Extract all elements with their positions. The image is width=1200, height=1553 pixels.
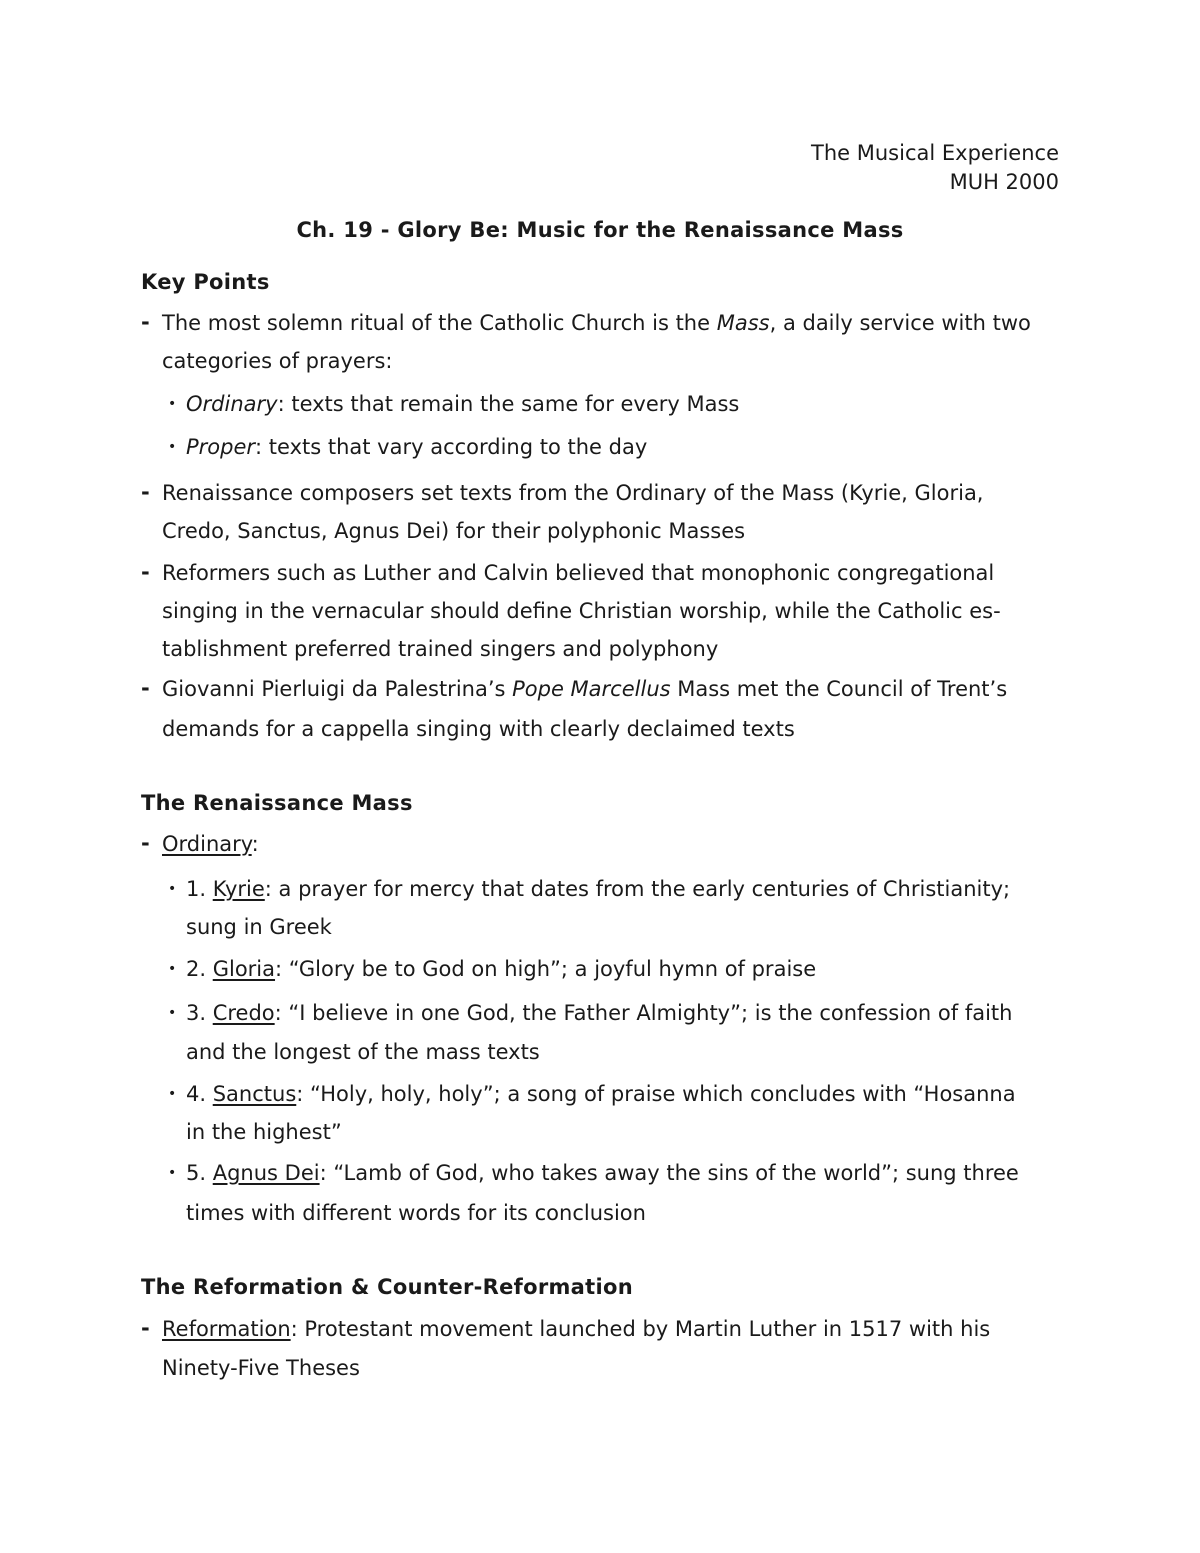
mass-part-sanctus: 4. Sanctus: “Holy, holy, holy”; a song of praise which concludes with “Hosanna [186,1082,1016,1106]
bullet-marker: • [168,1165,177,1181]
dash-marker: - [141,831,150,855]
bullet-marker: • [168,1005,177,1021]
mass-part-kyrie-cont: sung in Greek [186,915,332,939]
course-header [811,139,1059,197]
bullet-marker: • [168,881,177,897]
mass-part-gloria: 2. Gloria: “Glory be to God on high”; a joyful hymn of praise [186,957,817,981]
ordinary-term: Ordinary [186,392,278,416]
mass-part-kyrie: 1. Kyrie: a prayer for mercy that dates from the early centuries of Christianity; [186,877,1011,901]
bullet-marker: • [168,439,177,455]
renaissance-mass-heading: The Renaissance Mass [141,791,413,815]
key-point-1-line-1: The most solemn ritual of the Catholic Church is the Mass, a daily service with two [162,311,1031,335]
course-code: MUH 2000 [949,170,1059,194]
key-point-3-line-2: singing in the vernacular should define Christian worship, while the Catholic es- [162,599,1001,623]
dash-marker: - [141,310,150,334]
dash-marker: - [141,1316,150,1340]
reformation-heading: The Reformation & Counter-Reformation [141,1275,633,1299]
key-point-1-line-2: categories of prayers: [162,349,393,373]
bullet-marker: • [168,1086,177,1102]
mass-part-credo-cont: and the longest of the mass texts [186,1040,540,1064]
pope-marcellus-term: Pope Marcellus [512,677,671,701]
mass-part-sanctus-cont: in the highest” [186,1120,342,1144]
dash-marker: - [141,560,150,584]
mass-part-credo: 3. Credo: “I believe in one God, the Father Almighty”; is the confession of faith [186,1001,1013,1025]
course-name: The Musical Experience [811,141,1059,165]
reformation-line-2: Ninety-Five Theses [162,1356,360,1380]
key-point-4-line-1: Giovanni Pierluigi da Palestrina’s Pope Marcellus Mass met the Council of Trent’s [162,677,1008,701]
key-point-3-line-3: tablishment preferred trained singers and polyphony [162,637,719,661]
key-point-2-line-1: Renaissance composers set texts from the Ordinary of the Mass (Kyrie, Gloria, [162,481,984,505]
reformation-line-1: Reformation: Protestant movement launched by Martin Luther in 1517 with his [162,1317,991,1341]
dash-marker: - [141,480,150,504]
key-point-3-line-1: Reformers such as Luther and Calvin believed that monophonic congregational [162,561,995,585]
key-point-4-line-2: demands for a cappella singing with clearly declaimed texts [162,717,795,741]
bullet-marker: • [168,396,177,412]
chapter-title: Ch. 19 - Glory Be: Music for the Renaissance Mass [296,218,904,242]
key-points-heading: Key Points [141,270,270,294]
dash-marker: - [141,676,150,700]
bullet-marker: • [168,961,177,977]
ordinary-label: Ordinary: [162,832,259,856]
key-point-2-line-2: Credo, Sanctus, Agnus Dei) for their polyphonic Masses [162,519,746,543]
sub-point-ordinary: Ordinary: texts that remain the same for every Mass [186,392,740,416]
mass-part-agnus-dei-cont: times with different words for its conclusion [186,1201,646,1225]
proper-term: Proper [186,435,256,459]
mass-term: Mass [716,311,770,335]
mass-part-agnus-dei: 5. Agnus Dei: “Lamb of God, who takes away the sins of the world”; sung three [186,1161,1019,1185]
sub-point-proper: Proper: texts that vary according to the day [186,435,648,459]
